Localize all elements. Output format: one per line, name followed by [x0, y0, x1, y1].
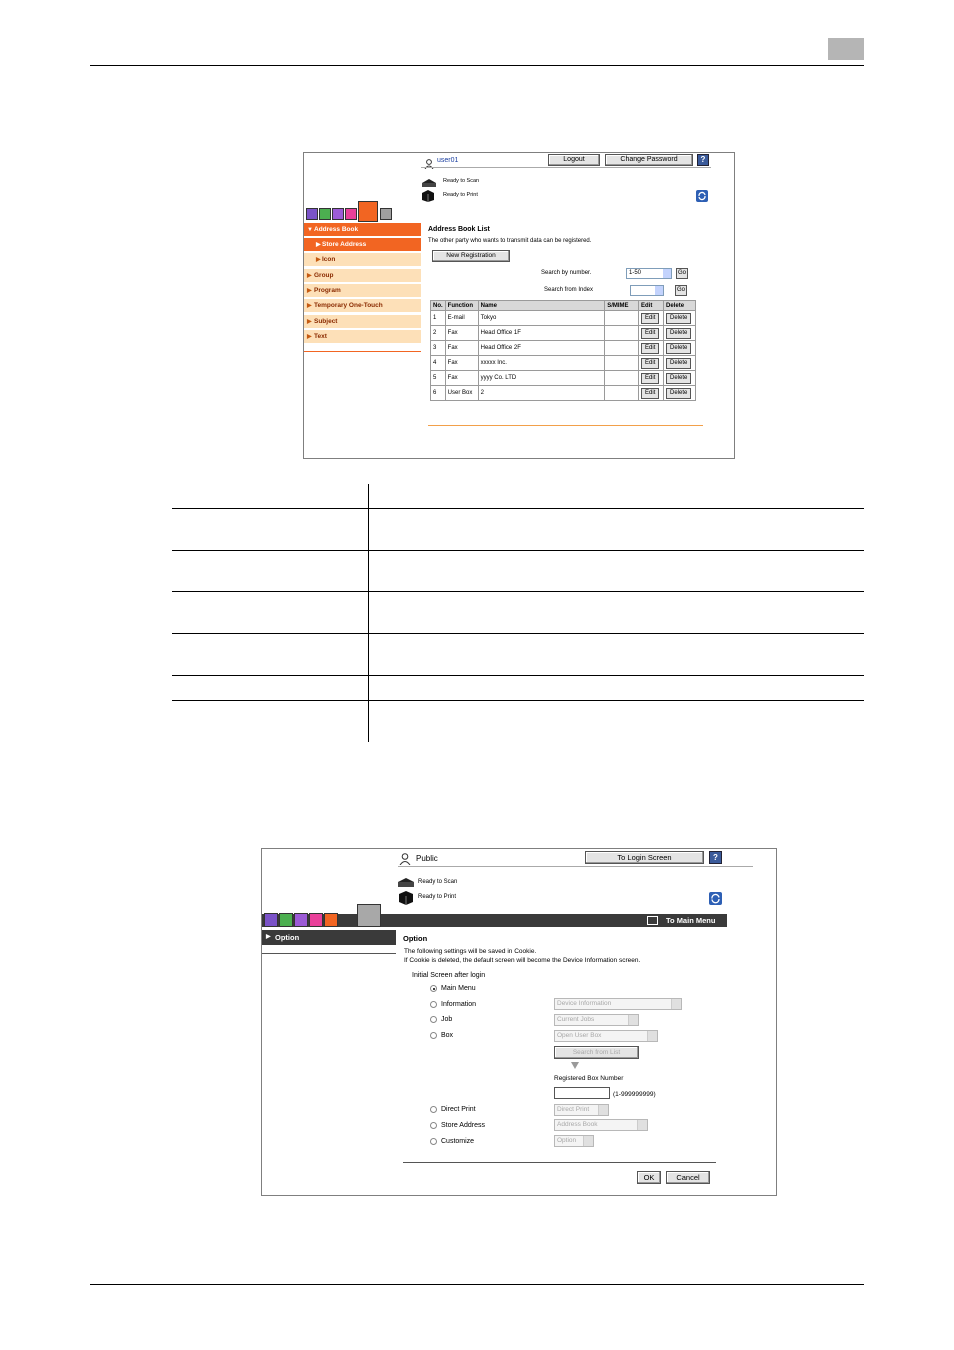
menu-store-address[interactable]: ▶ Store Address	[304, 238, 421, 252]
option-main-menu-label: Main Menu	[441, 985, 476, 992]
cell-function: Fax	[445, 341, 478, 356]
search-from-list-button[interactable]: Search from List	[554, 1046, 639, 1059]
direct-print-select[interactable]: Direct Print	[554, 1104, 609, 1116]
menu-icon[interactable]: ▶ Icon	[304, 253, 421, 267]
cell-delete	[664, 311, 696, 326]
radio-main-menu[interactable]	[430, 985, 437, 992]
cell-no: 5	[431, 371, 446, 386]
logout-button[interactable]: Logout	[548, 154, 600, 166]
main-menu-icon	[642, 211, 651, 218]
help-icon[interactable]: ?	[709, 851, 722, 864]
page-title: Address Book List	[428, 226, 490, 233]
cancel-button[interactable]: Cancel	[666, 1171, 710, 1184]
to-main-menu-link[interactable]: To Main Menu	[656, 210, 699, 217]
cell-no: 6	[431, 386, 446, 401]
radio-store-address[interactable]	[430, 1122, 437, 1129]
cell-name: 2	[478, 386, 605, 401]
menu-subject[interactable]: ▶ Subject	[304, 315, 421, 329]
cell-function: E-mail	[445, 311, 478, 326]
delete-button[interactable]: Delete	[666, 313, 691, 324]
user-icon	[424, 156, 434, 166]
help-icon[interactable]: ?	[697, 154, 709, 166]
option-customize-label: Customize	[441, 1138, 475, 1145]
tab-settings-icon[interactable]	[357, 904, 381, 927]
desc-row-rule	[172, 508, 864, 509]
cell-no: 1	[431, 311, 446, 326]
cell-smime	[605, 371, 639, 386]
scanner-icon	[397, 876, 415, 888]
desc-row-rule	[172, 633, 864, 634]
cell-no: 4	[431, 356, 446, 371]
printer-icon	[398, 890, 414, 905]
cell-no: 3	[431, 341, 446, 356]
menu-address-book[interactable]: ▼ Address Book	[304, 223, 421, 237]
user-name[interactable]: user01	[437, 157, 459, 164]
cell-name: Tokyo	[478, 311, 605, 326]
cell-edit	[639, 386, 664, 401]
change-password-button[interactable]: Change Password	[605, 154, 693, 166]
col-function: Function	[445, 301, 478, 311]
down-arrow-icon	[571, 1062, 579, 1069]
tab-settings-icon[interactable]	[380, 208, 392, 220]
col-name: Name	[478, 301, 605, 311]
radio-job[interactable]	[430, 1016, 437, 1023]
tab-job-icon[interactable]	[306, 208, 318, 220]
go-number-button[interactable]: Go	[676, 268, 688, 279]
initial-screen-label: Initial Screen after login	[412, 972, 486, 979]
cell-smime	[605, 386, 639, 401]
page-title: Option	[403, 934, 428, 943]
cell-smime	[605, 326, 639, 341]
cell-name: xxxxx Inc.	[478, 356, 605, 371]
menu-program[interactable]: ▶ Program	[304, 284, 421, 298]
new-registration-button[interactable]: New Registration	[432, 250, 510, 262]
cell-edit	[639, 326, 664, 341]
ok-button[interactable]: OK	[637, 1171, 661, 1184]
menu-group[interactable]: ▶ Group	[304, 269, 421, 283]
delete-button[interactable]: Delete	[666, 343, 691, 354]
scanner-icon	[421, 176, 437, 187]
radio-box[interactable]	[430, 1032, 437, 1039]
cell-edit	[639, 356, 664, 371]
cell-smime	[605, 356, 639, 371]
registered-box-number-label: Registered Box Number	[554, 1075, 624, 1082]
cell-function: Fax	[445, 356, 478, 371]
search-index-select[interactable]	[630, 285, 664, 296]
search-by-number-label: Search by number.	[541, 270, 592, 276]
cell-no: 2	[431, 326, 446, 341]
cell-name: Head Office 2F	[478, 341, 605, 356]
desc-row-rule	[172, 700, 864, 701]
option-screenshot	[261, 848, 777, 1196]
tab-store-address-icon[interactable]	[324, 913, 338, 927]
desc-row-rule	[172, 550, 864, 551]
edit-button[interactable]: Edit	[641, 328, 659, 339]
box-number-input[interactable]	[554, 1087, 610, 1099]
cell-edit	[639, 371, 664, 386]
tab-store-address-icon[interactable]	[358, 201, 378, 222]
menu-text[interactable]: ▶ Text	[304, 330, 421, 344]
tab-direct-print-icon[interactable]	[332, 208, 344, 220]
status-print: Ready to Print	[418, 894, 457, 900]
cell-smime	[605, 311, 639, 326]
delete-button[interactable]: Delete	[666, 358, 691, 369]
radio-information[interactable]	[430, 1001, 437, 1008]
user-icon	[399, 852, 411, 864]
desc-row-rule	[172, 591, 864, 592]
tab-bar	[264, 911, 384, 927]
desc-row-rule	[172, 675, 864, 676]
menu-temporary-one-touch[interactable]: ▶ Temporary One-Touch	[304, 299, 421, 313]
table-row	[431, 341, 696, 356]
user-name: Public	[416, 854, 438, 863]
delete-button[interactable]: Delete	[666, 328, 691, 339]
col-edit: Edit	[639, 301, 664, 311]
radio-direct-print[interactable]	[430, 1106, 437, 1113]
status-scan: Ready to Scan	[418, 879, 458, 885]
store-address-select[interactable]: Address Book	[554, 1119, 648, 1131]
job-select[interactable]: Current Jobs	[554, 1014, 639, 1026]
refresh-icon[interactable]	[709, 892, 722, 905]
cell-smime	[605, 341, 639, 356]
col-delete: Delete	[664, 301, 696, 311]
table-row	[431, 356, 696, 371]
search-from-index-label: Search from Index	[544, 287, 594, 293]
cell-delete	[664, 356, 696, 371]
col-smime: S/MIME	[605, 301, 639, 311]
box-select[interactable]: Open User Box	[554, 1030, 658, 1042]
option-box-label: Box	[441, 1032, 454, 1039]
cell-function: Fax	[445, 326, 478, 341]
cell-edit	[639, 311, 664, 326]
arrow-icon: ▶	[266, 934, 271, 940]
cell-function: Fax	[445, 371, 478, 386]
cell-delete	[664, 326, 696, 341]
cookie-note-2: If Cookie is deleted, the default screen will become the Device Information screen.	[404, 957, 641, 964]
table-row	[431, 371, 696, 386]
tab-job-icon[interactable]	[264, 913, 278, 927]
address-book-screenshot	[303, 152, 735, 459]
tab-direct-print-icon[interactable]	[294, 913, 308, 927]
edit-button[interactable]: Edit	[641, 358, 659, 369]
edit-button[interactable]: Edit	[641, 313, 659, 324]
table-row	[431, 386, 696, 401]
tab-box-icon[interactable]	[279, 913, 293, 927]
cell-function: User Box	[445, 386, 478, 401]
cell-name: yyyy Co. LTD	[478, 371, 605, 386]
cell-delete	[664, 371, 696, 386]
menu-option[interactable]: ▶ Option	[262, 930, 396, 945]
to-main-menu-link[interactable]: To Main Menu	[666, 916, 716, 925]
option-store-address-label: Store Address	[441, 1122, 485, 1129]
to-login-screen-button[interactable]: To Login Screen	[585, 851, 704, 864]
cell-delete	[664, 386, 696, 401]
search-number-select[interactable]: 1-50	[626, 268, 672, 279]
cell-edit	[639, 341, 664, 356]
status-scan: Ready to Scan	[443, 178, 480, 184]
header-rule	[90, 65, 864, 66]
chapter-tab	[828, 38, 864, 60]
main-menu-icon	[647, 916, 658, 925]
information-select[interactable]: Device Information	[554, 998, 682, 1010]
refresh-icon[interactable]	[696, 189, 708, 201]
footer-rule	[90, 1284, 864, 1285]
tab-bar	[306, 208, 410, 222]
delete-button[interactable]: Delete	[666, 373, 691, 384]
cookie-note-1: The following settings will be saved in Cookie.	[404, 948, 537, 955]
table-header	[431, 301, 696, 311]
option-job-label: Job	[441, 1016, 453, 1023]
tab-print-icon[interactable]	[345, 208, 357, 220]
status-print: Ready to Print	[443, 192, 478, 198]
tab-print-icon[interactable]	[309, 913, 323, 927]
edit-button[interactable]: Edit	[641, 373, 659, 384]
box-range-label: (1-999999999)	[613, 1091, 656, 1098]
desc-table-divider	[368, 484, 369, 742]
table-row	[431, 311, 696, 326]
customize-select[interactable]: Option	[554, 1135, 594, 1147]
col-no: No.	[431, 301, 446, 311]
table-row	[431, 326, 696, 341]
go-index-button[interactable]: Go	[675, 285, 687, 296]
address-table	[430, 300, 696, 401]
option-direct-print-label: Direct Print	[441, 1106, 476, 1113]
tab-box-icon[interactable]	[319, 208, 331, 220]
option-information-label: Information	[441, 1001, 477, 1008]
cell-name: Head Office 1F	[478, 326, 605, 341]
printer-icon	[421, 189, 435, 202]
edit-button[interactable]: Edit	[641, 343, 659, 354]
edit-button[interactable]: Edit	[641, 388, 659, 399]
delete-button[interactable]: Delete	[666, 388, 691, 399]
cell-delete	[664, 341, 696, 356]
page-description: The other party who wants to transmit data can be registered.	[428, 238, 592, 244]
radio-customize[interactable]	[430, 1138, 437, 1145]
